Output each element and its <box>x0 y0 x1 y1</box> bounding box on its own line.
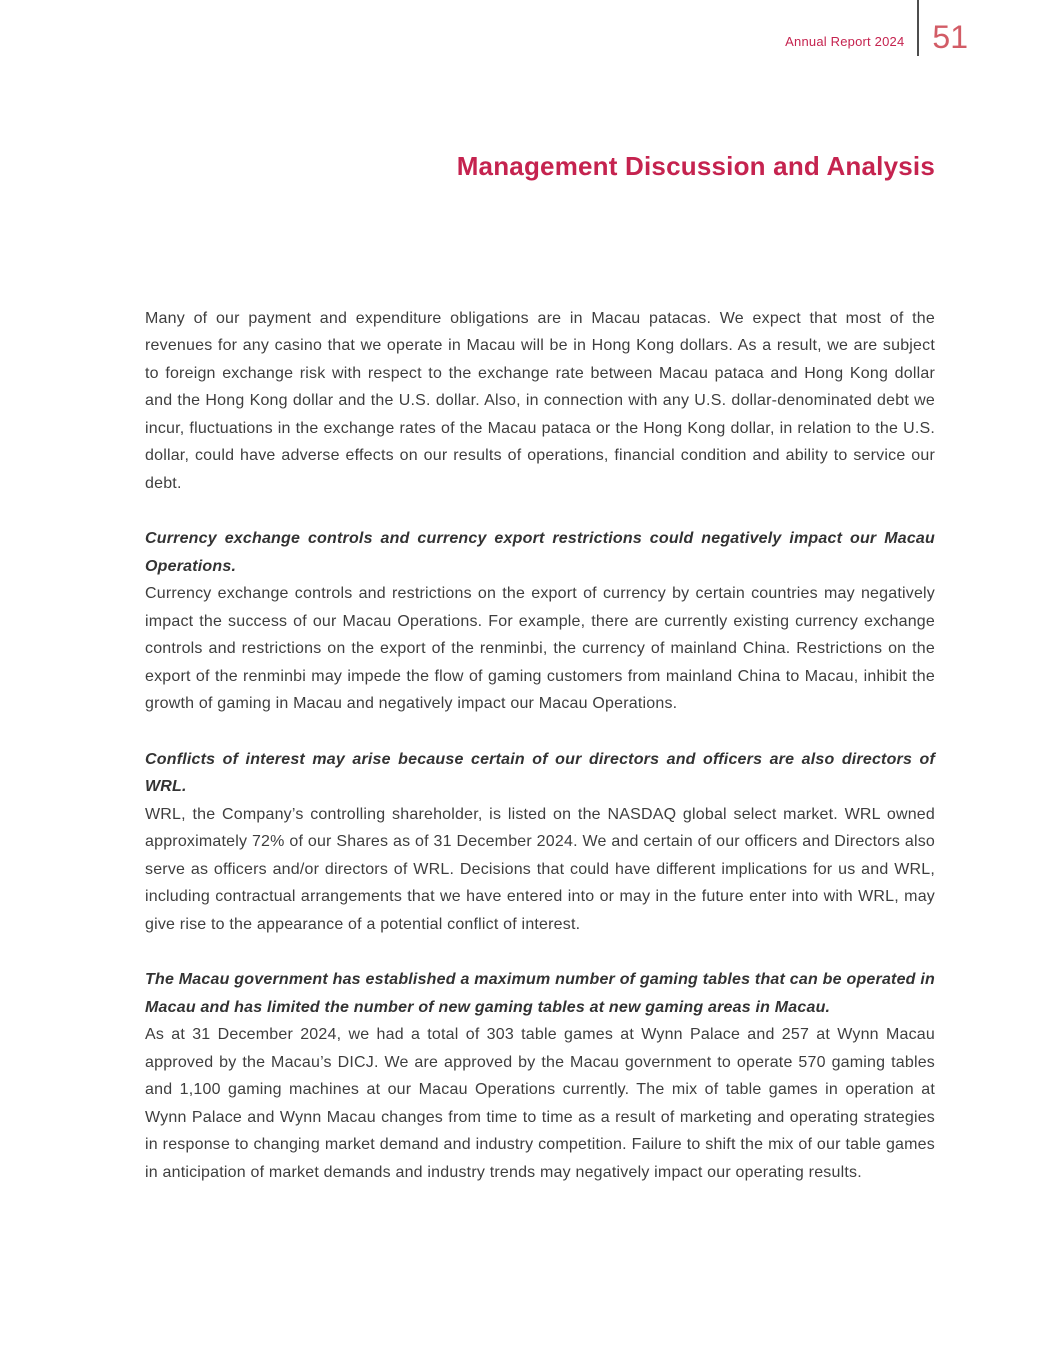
heading-currency-exchange-controls: Currency exchange controls and currency export restrictions could negatively impact our Macau Operations. <box>145 530 935 575</box>
heading-gaming-tables-limit: The Macau government has established a maximum number of gaming tables that can be operated in Macau and has limited the number of new gaming tables at new gaming areas in Macau. <box>145 971 935 1016</box>
body-text <box>145 305 935 1187</box>
paragraph-foreign-exchange-risk: Many of our payment and expenditure obligations are in Macau patacas. We expect that most of the revenues for any casino that we operate in Macau will be in Hong Kong dollars. As a result, we are subject to foreign exchange risk with respect to the exchange rate between Macau pataca and Hong Kong dollar and the Hong Kong dollar and the U.S. dollar. Also, in connection with any U.S. dollar-denominated debt we incur, fluctuations in the exchange rates of the Macau pataca or the Hong Kong dollar, in relation to the U.S. dollar, could have adverse effects on our results of operations, financial condition and ability to service our debt. <box>145 309 935 492</box>
paragraph-conflicts-of-interest: WRL, the Company’s controlling shareholder, is listed on the NASDAQ global select market. WRL owned approximately 72% of our Shares as of 31 December 2024. We and certain of our officers and Directors also serve as officers and/or directors of WRL. Decisions that could have different implications for us and WRL, including contractual arrangements that we have entered into or may in the future enter into with WRL, may give rise to the appearance of a potential conflict of interest. <box>145 805 935 933</box>
paragraph-gaming-tables-limit: As at 31 December 2024, we had a total of 303 table games at Wynn Palace and 257 at Wynn Macau approved by the Macau’s DICJ. We are approved by the Macau government to operate 570 gaming tables and 1,100 gaming machines at our Macau Operations currently. The mix of table games in operation at Wynn Palace and Wynn Macau changes from time to time as a result of marketing and operating strategies in response to changing market demand and industry competition. Failure to shift the mix of our table games in anticipation of market demands and industry trends may negatively impact our operating results. <box>145 1026 935 1181</box>
page-number: 51 <box>932 19 968 55</box>
content-column <box>145 0 935 1186</box>
report-title-label: Annual Report 2024 <box>785 34 905 49</box>
paragraph-currency-exchange-controls: Currency exchange controls and restrictions on the export of currency by certain countries may negatively impact the success of our Macau Operations. For example, there are currently existing currency exchange controls and restrictions on the export of the renminbi, the currency of mainland China. Restrictions on the export of the renminbi may impede the flow of gaming customers from mainland China to Macau, inhibit the growth of gaming in Macau and negatively impact our Macau Operations. <box>145 585 935 712</box>
page-title: Management Discussion and Analysis <box>456 151 935 181</box>
running-header <box>785 0 968 56</box>
heading-conflicts-of-interest: Conflicts of interest may arise because certain of our directors and officers are also directors of WRL. <box>145 750 935 795</box>
header-divider <box>917 0 919 56</box>
